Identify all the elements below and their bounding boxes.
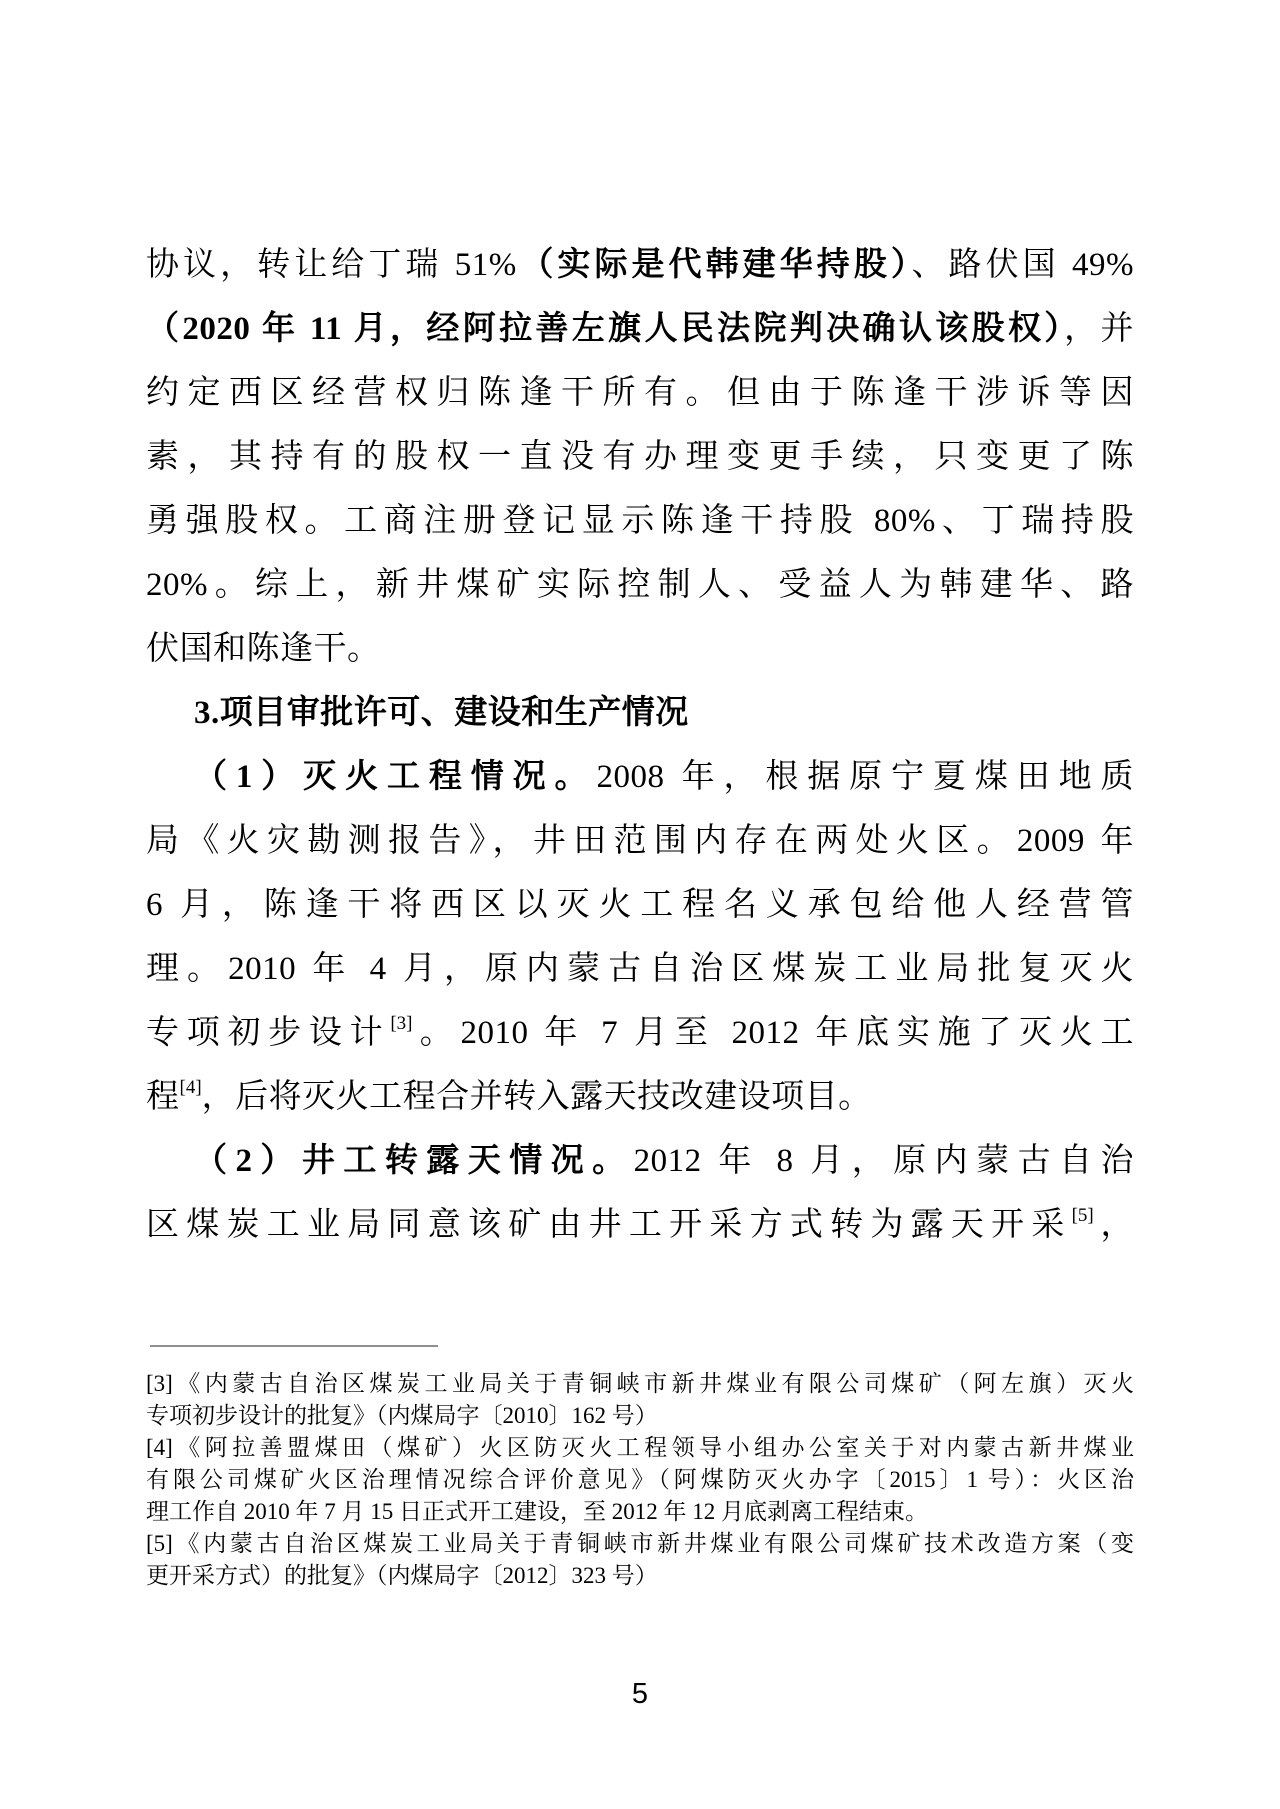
text-segment: 约定西区经营权归陈逢干所有。但由于陈逢干涉诉等因	[146, 375, 1134, 411]
footnote-ref: [4]	[179, 1077, 202, 1098]
body-line	[146, 553, 1134, 617]
body-line	[146, 489, 1134, 553]
footnote-line: 有限公司煤矿火区治理情况综合评价意见》（阿煤防灭火办字〔2015〕1 号）：火区治	[146, 1467, 1134, 1492]
text-segment: 。2010 年 7 月至 2012 年底实施了灭火工	[412, 1015, 1135, 1051]
body-line	[146, 681, 1134, 745]
page-number: 5	[631, 1678, 649, 1710]
footnote-ref: [3]	[390, 1013, 413, 1034]
text-segment: （实际是代韩建华持股）	[516, 247, 912, 283]
text-segment: 6 月，陈逢干将西区以灭火工程名义承包给他人经营管	[146, 887, 1134, 923]
body-line	[146, 1129, 1134, 1193]
body-line	[146, 1193, 1134, 1257]
footnote-line: [5]《内蒙古自治区煤炭工业局关于青铜峡市新井煤业有限公司煤矿技术改造方案（变	[146, 1531, 1134, 1556]
text-segment: 、路伏国 49%	[911, 247, 1134, 283]
text-segment: 局《火灾勘测报告》，井田范围内存在两处火区。2009 年	[146, 823, 1134, 859]
body-line	[146, 297, 1134, 361]
footnote-ref: [5]	[1071, 1205, 1094, 1226]
footnotes	[146, 1368, 1134, 1592]
footnote-line: 理工作自 2010 年 7 月 15 日正式开工建设，至 2012 年 12 月底剥离工程结束。	[146, 1499, 928, 1524]
body-line	[146, 617, 1134, 681]
text-segment: 2012 年 8 月，原内蒙古自治	[633, 1143, 1135, 1179]
footnote-line: 更开采方式）的批复》（内煤局字〔2012〕323 号）	[146, 1563, 658, 1588]
body-line	[146, 873, 1134, 937]
text-segment: 2008 年，根据原宁夏煤田地质	[596, 759, 1135, 795]
text-segment: 协议，转让给丁瑞 51%	[146, 247, 517, 283]
body-line	[146, 937, 1134, 1001]
footnote-line: [3]《内蒙古自治区煤炭工业局关于青铜峡市新井煤业有限公司煤矿（阿左旗）灭火	[146, 1371, 1134, 1396]
footnote-separator	[150, 1345, 438, 1347]
text-segment: （2）井工转露天情况。	[194, 1143, 634, 1179]
text-segment: 理。2010 年 4 月，原内蒙古自治区煤炭工业局批复灭火	[146, 951, 1134, 987]
text-segment: （1）灭火工程情况。	[194, 759, 597, 795]
text-segment: 专项初步设计	[146, 1015, 391, 1051]
text-segment: 程	[146, 1079, 180, 1115]
text-segment: ，	[1093, 1207, 1135, 1243]
text-segment: ，并	[1064, 311, 1135, 347]
text-segment: 伏国和陈逢干。	[146, 631, 381, 667]
body-line	[146, 1065, 1134, 1129]
text-segment: 3.项目审批许可、建设和生产情况	[194, 695, 689, 731]
body-line	[146, 1001, 1134, 1065]
text-segment: 20%。综上，新井煤矿实际控制人、受益人为韩建华、路	[146, 567, 1134, 603]
text-segment: 勇强股权。工商注册登记显示陈逢干持股 80%、丁瑞持股	[146, 503, 1134, 539]
text-segment: 素，其持有的股权一直没有办理变更手续，只变更了陈	[146, 439, 1134, 475]
body-text	[146, 233, 1134, 1257]
body-line	[146, 233, 1134, 297]
body-line	[146, 809, 1134, 873]
footnote-line: [4]《阿拉善盟煤田（煤矿）火区防灭火工程领导小组办公室关于对内蒙古新井煤业	[146, 1435, 1134, 1460]
text-segment: （2020 年 11 月，经阿拉善左旗人民法院判决确认该股权）	[146, 311, 1065, 347]
body-line	[146, 745, 1134, 809]
text-segment: ，后将灭火工程合并转入露天技改建设项目。	[201, 1079, 872, 1115]
body-line	[146, 361, 1134, 425]
body-line	[146, 425, 1134, 489]
footnote-line: 专项初步设计的批复》（内煤局字〔2010〕162 号）	[146, 1403, 658, 1428]
text-segment: 区煤炭工业局同意该矿由井工开采方式转为露天开采	[146, 1207, 1072, 1243]
